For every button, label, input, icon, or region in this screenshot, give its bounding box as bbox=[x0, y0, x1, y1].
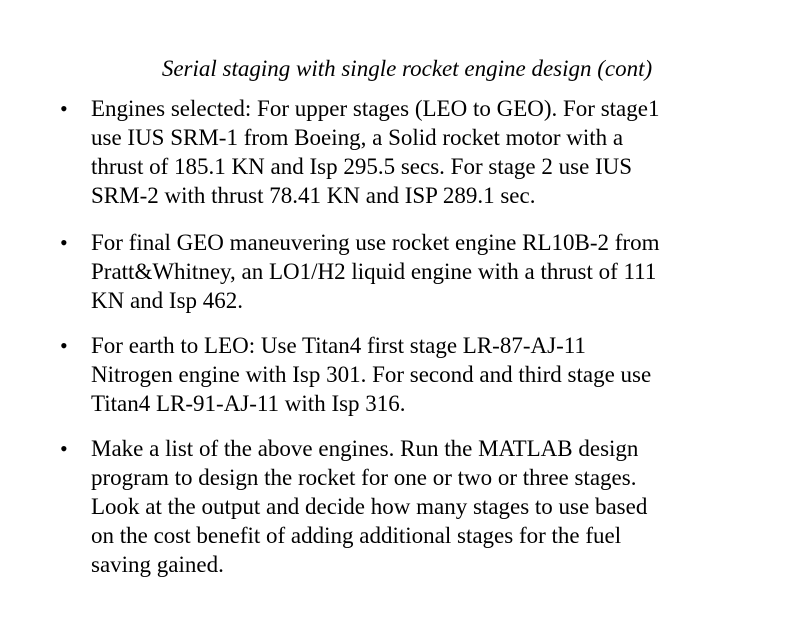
bullet-text bbox=[91, 331, 759, 418]
bullet-text bbox=[91, 434, 759, 579]
bullet-line: saving gained. bbox=[91, 552, 224, 577]
bullet-line: on the cost benefit of adding additional stages for the fuel bbox=[91, 523, 622, 548]
bullet-line: Engines selected: For upper stages (LEO to GEO). For stage1 bbox=[91, 96, 660, 121]
bullet-dot-icon: • bbox=[60, 333, 68, 358]
slide-title: Serial staging with single rocket engine design (cont) bbox=[161, 56, 653, 81]
bullet-text bbox=[91, 228, 759, 315]
bullet-dot-icon: • bbox=[60, 96, 68, 121]
bullet-line: Look at the output and decide how many stages to use based bbox=[91, 494, 648, 519]
bullet-line: For earth to LEO: Use Titan4 first stage LR-87-AJ-11 bbox=[91, 333, 586, 358]
bullet-line: thrust of 185.1 KN and Isp 295.5 secs. For stage 2 use IUS bbox=[91, 154, 633, 179]
bullet-line: KN and Isp 462. bbox=[91, 288, 244, 313]
bullet-line: use IUS SRM-1 from Boeing, a Solid rocket motor with a bbox=[91, 125, 624, 150]
bullet-line: Nitrogen engine with Isp 301. For second and third stage use bbox=[91, 362, 652, 387]
bullet-dot-icon: • bbox=[60, 436, 68, 461]
bullet-line: Pratt&Whitney, an LO1/H2 liquid engine with a thrust of 111 bbox=[91, 259, 657, 284]
bullet-line: Titan4 LR-91-AJ-11 with Isp 316. bbox=[91, 391, 406, 416]
bullet-text bbox=[91, 94, 759, 210]
bullet-dot-icon: • bbox=[60, 230, 68, 255]
bullet-line: For final GEO maneuvering use rocket engine RL10B-2 from bbox=[91, 230, 660, 255]
bullet-line: Make a list of the above engines. Run the MATLAB design bbox=[91, 436, 639, 461]
bullet-line: program to design the rocket for one or two or three stages. bbox=[91, 465, 637, 490]
bullet-line: SRM-2 with thrust 78.41 KN and ISP 289.1 sec. bbox=[91, 183, 536, 208]
